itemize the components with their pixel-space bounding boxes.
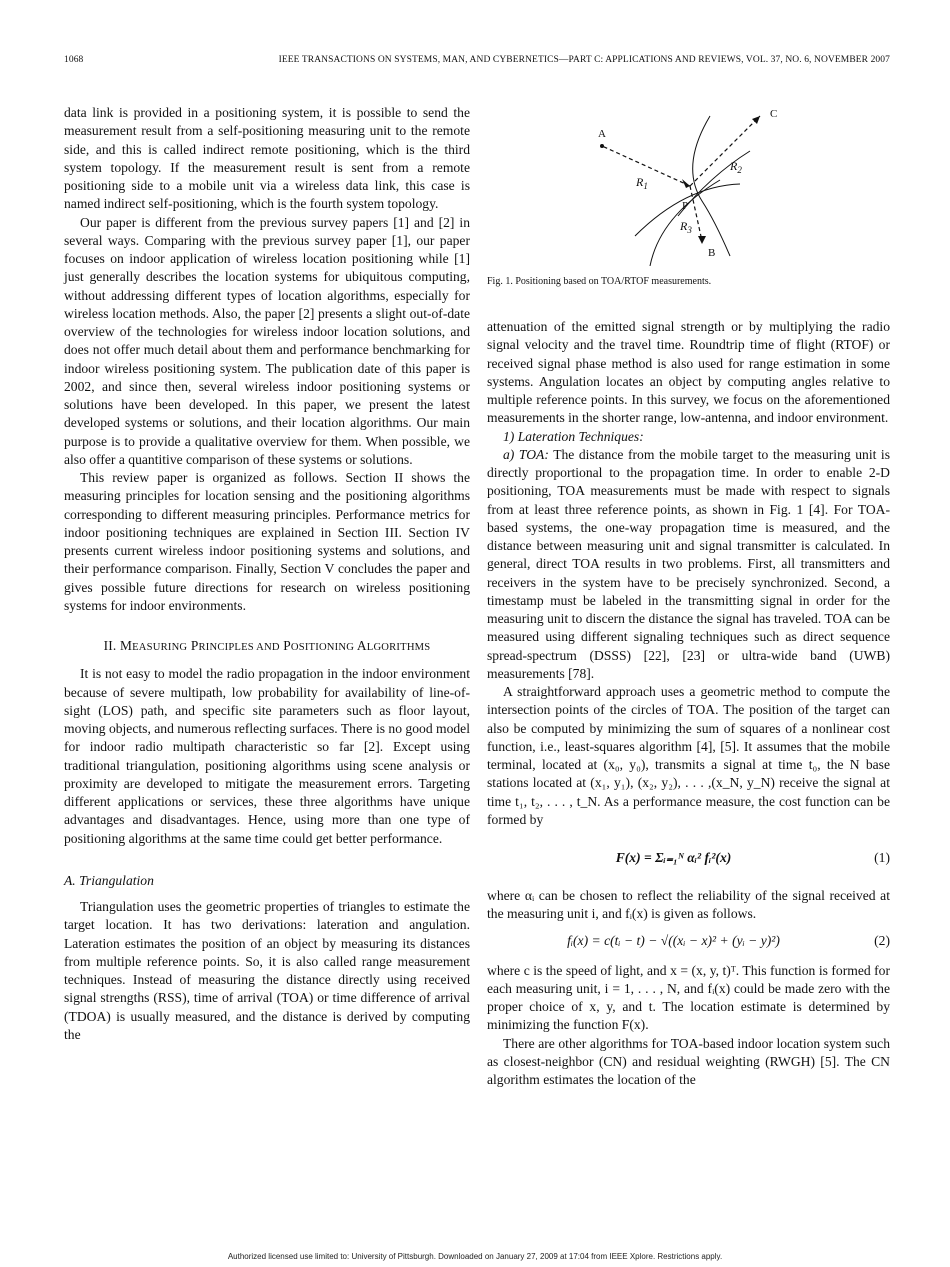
paragraph: A straightforward approach uses a geometric method to compute the intersection points of the circles of TOA. The position of the target can also be computed by minimizing the sum of squares of a nonlinear cost function, i.e., least-squares algorithm [4], [5]. It assumes that the mobile terminal, located at (x₀, y₀), transmits a signal at time t₀, the N base stations located at (x₁, y₁), (x₂, y₂), . . . ,(x_N, y_N) receive the signal at time t₁, t₂, . . . , t_N. As a performance measure, the cost function can be formed by	[487, 684, 890, 827]
equation-2	[487, 930, 890, 956]
paragraph: Our paper is different from the previous survey papers [1] and [2] in several ways. Comparing with the previous survey paper [1], our paper focuses on indoor application of wireless location positioning while [1] just generally describes the location systems for ubiquitous computing, without addressing different types of location algorithms, especially for wireless location methods. Also, the paper [2] presents a slight out-of-date overview of the technologies for wireless indoor location solutions, and does not offer much detail about them and performance benchmarking for indoor wireless positioning system. The publication date of this paper is 2002, and since then, several wireless indoor positioning systems or solutions have been developed. In this paper, we present the latest developed systems or solutions, and their location algorithms. Our main purpose is to provide a qualitative overview for them. When possible, we also offer a quantitive comparison of these systems or solutions.	[64, 214, 470, 467]
label-r2: $R_2$	[730, 159, 742, 175]
running-header	[64, 55, 890, 69]
right-column	[487, 318, 890, 1089]
label-c: C	[770, 108, 778, 120]
paragraph: It is not easy to model the radio propagation in the indoor environment because of severe multipath, low probability for availability of line-of-sight (LOS) path, and specific site parameters such as floor layout, moving objects, and numerous reflecting surfaces. There is no good model for indoor radio multipath characteristic so far [2]. Except using traditional triangulation, positioning algorithms using scene analysis or proximity are developed to mitigate the measurement errors. Targeting different applications or services, these three algorithms have unique advantages and disadvantages. Hence, using more than one type of positioning algorithms at the same time could get better performance.	[64, 666, 470, 846]
paragraph: attenuation of the emitted signal strength or by multiplying the radio signal velocity and the travel time. Roundtrip time of flight (RTOF) or received signal phase method is also used for range estimation in some systems. Angulation locates an object by computing angles relative to multiple reference points. In this survey, we focus on the aforementioned measurements in the shorter range, low-antenna, and indoor environment.	[487, 319, 890, 426]
arrow-b	[698, 236, 706, 244]
subsection-heading: A. Triangulation	[64, 872, 154, 888]
label-b: B	[708, 247, 716, 259]
equation-2-body: fᵢ(x) = c(tᵢ − t) − √((xᵢ − x)² + (yᵢ − y)²)	[567, 932, 780, 948]
subsubsection-heading: 1) Lateration Techniques:	[503, 428, 644, 444]
line-pa	[602, 146, 690, 186]
paragraph: There are other algorithms for TOA-based indoor location system such as closest-neighbor (CN) and residual weighting (RWGH) [5]. The CN algorithm estimates the location of the	[487, 1035, 890, 1087]
toa-heading: a) TOA:	[503, 446, 549, 462]
page-number: 1068	[64, 55, 84, 65]
equation-1-number: (1)	[874, 850, 890, 865]
figure-caption: Fig. 1. Positioning based on TOA/RTOF measurements.	[487, 276, 712, 287]
paragraph: This review paper is organized as follows. Section II shows the measuring principles for location sensing and the positioning algorithms corresponding to different measuring principles. Performance metrics for indoor positioning techniques are explained in Section III. Section IV presents current wireless indoor positioning systems and solutions, and their performance comparison. Finally, Section V concludes the paper and gives possible future directions for research on wireless positioning systems for indoor environments.	[64, 470, 470, 613]
figure-toa-diagram	[590, 106, 790, 266]
toa-body: The distance from the mobile target to the measuring unit is directly proportional to the propagation time. In order to enable 2-D positioning, TOA measurements must be made with respect to signals from at least three reference points, as shown in Fig. 1 [4]. For TOA-based systems, the one-way propagation time is measured, and the distance between measuring unit and signal transmitter is calculated. In general, direct TOA results in two problems. First, all transmitters and receivers in the system have to be precisely synchronized. Second, a timestamp must be labeled in the transmitting signal in order for the measuring unit to discern the distance the signal has traveled. TOA can be measured using different signaling techniques such as direct sequence spread-spectrum (DSSS) [22], [23] or ultra-wide band (UWB) measurements [78].	[487, 446, 891, 681]
license-footer: Authorized licensed use limited to: University of Pittsburgh. Downloaded on January 27, 2009 at 17:04 from IEEE Xplore. Restrictions apply.	[227, 1252, 723, 1261]
arrow-c	[752, 116, 760, 124]
label-a: A	[598, 128, 606, 140]
label-r3: $R_3$	[680, 219, 692, 235]
point-a	[600, 144, 604, 148]
journal-title: IEEE TRANSACTIONS ON SYSTEMS, MAN, AND CYBERNETICS—PART C: APPLICATIONS AND REVIEWS, VOL. 37, NO. 6, NOVEMBER 2007	[278, 55, 890, 65]
section-heading: II. MEASURING PRINCIPLES AND POSITIONING ALGORITHMS	[103, 638, 431, 653]
equation-1	[487, 835, 890, 881]
label-r1: $R_1$	[636, 175, 648, 191]
paragraph: data link is provided in a positioning system, it is possible to send the measurement result from a self-positioning measuring unit to the remote side, and this is called indirect remote positioning, which is the third system topology. If the measurement result is sent from a remote positioning side to a mobile unit via a wireless data link, this case is named indirect self-positioning, which is the fourth system topology.	[64, 105, 470, 212]
paragraph: Triangulation uses the geometric properties of triangles to estimate the target location. It has two derivations: lateration and angulation. Lateration estimates the position of an object by measuring its distances from multiple reference points. So, it is also called range measurement techniques. Instead of measuring the distance directly using received signal strengths (RSS), time of arrival (TOA) or time difference of arrival (TDOA) is usually measured, and the distance is derived by computing the	[64, 899, 470, 1042]
paragraph: where αᵢ can be chosen to reflect the reliability of the signal received at the measuring unit i, and fᵢ(x) is given as follows.	[487, 888, 890, 922]
label-p: P	[682, 200, 689, 212]
paragraph: where c is the speed of light, and x = (x, y, t)ᵀ. This function is formed for each measuring unit, i = 1, . . . , N, and fᵢ(x) could be made zero with the proper choice of x, y, and t. The location estimate is determined by minimizing the function F(x).	[487, 962, 890, 1033]
equation-2-number: (2)	[874, 932, 890, 948]
left-column	[64, 104, 470, 1044]
paragraph-toa	[487, 446, 890, 683]
equation-1-body: F(x) = Σᵢ₌₁ᴺ αᵢ² fᵢ²(x)	[615, 850, 732, 865]
